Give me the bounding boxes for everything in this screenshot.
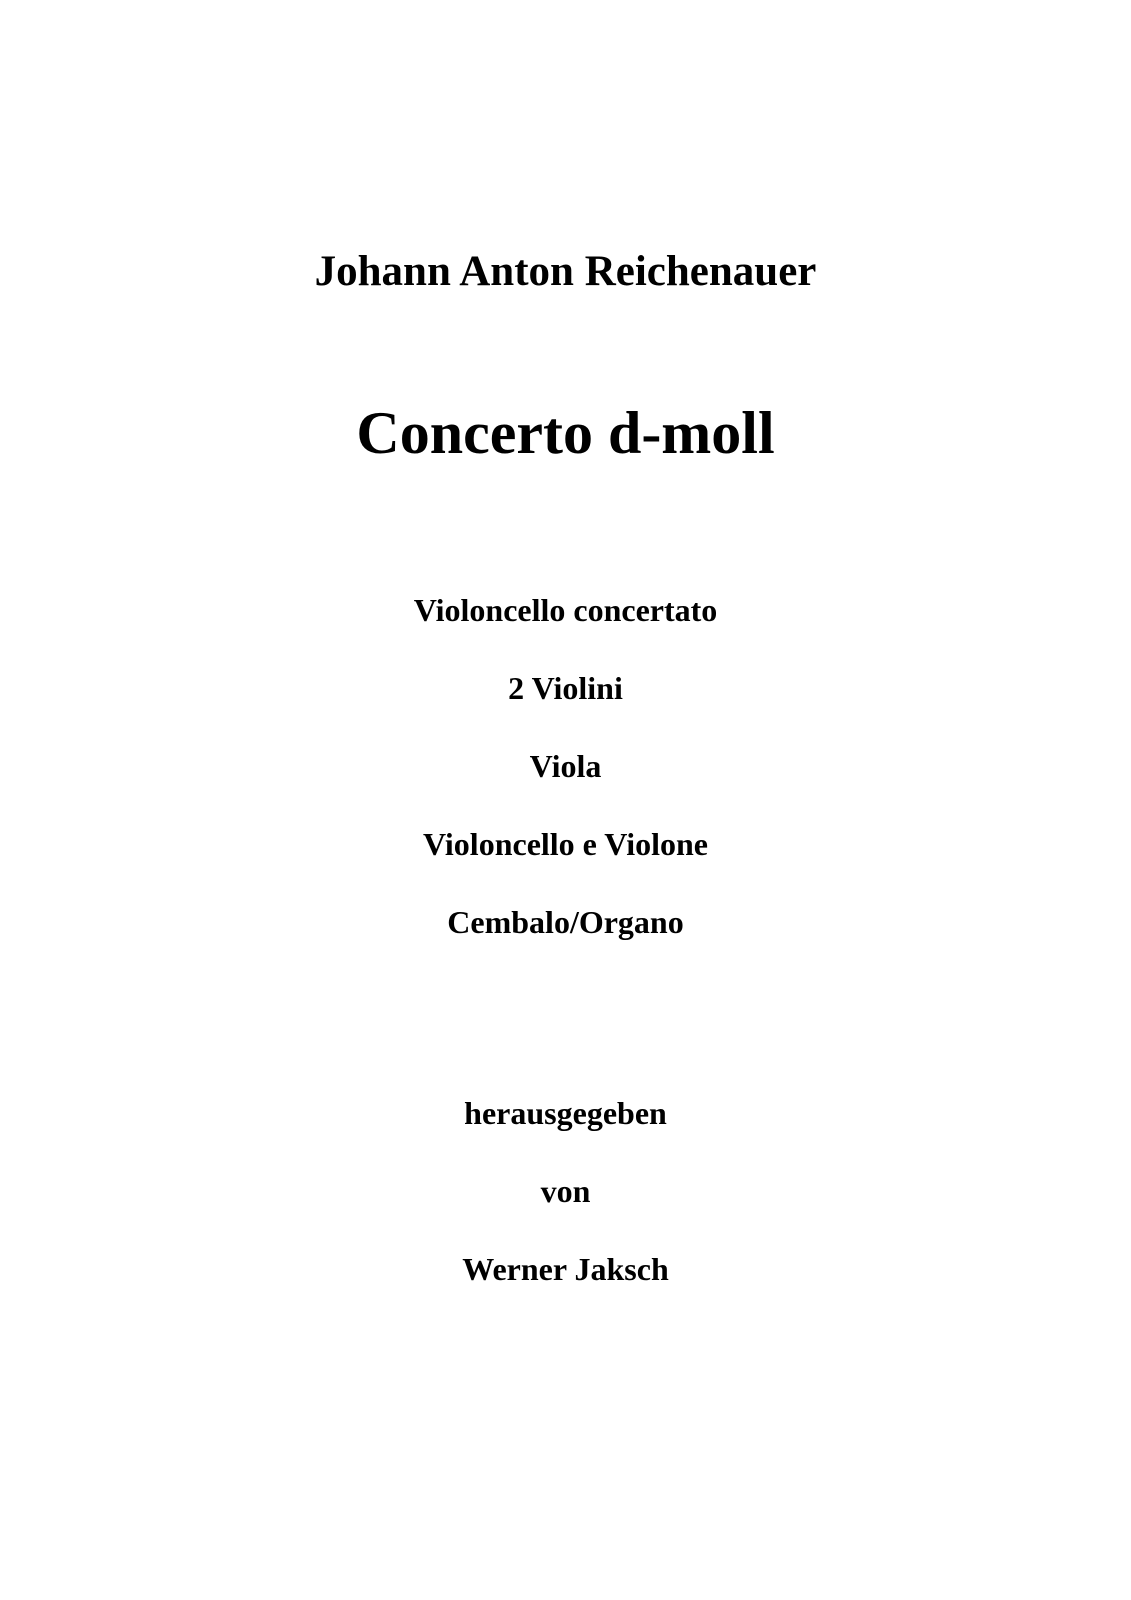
work-title: Concerto d-moll bbox=[356, 400, 775, 466]
instrument-line: Violoncello concertato bbox=[413, 592, 718, 628]
instrument-line: Cembalo/Organo bbox=[447, 904, 684, 940]
editor-name: Werner Jaksch bbox=[462, 1251, 669, 1287]
composer-name: Johann Anton Reichenauer bbox=[314, 248, 817, 295]
instrument-line: Violoncello e Violone bbox=[422, 826, 708, 862]
instrument-line: Viola bbox=[529, 748, 602, 784]
instrument-line: 2 Violini bbox=[508, 670, 623, 706]
by-label: von bbox=[540, 1173, 591, 1209]
edited-label: herausgegeben bbox=[464, 1095, 667, 1131]
